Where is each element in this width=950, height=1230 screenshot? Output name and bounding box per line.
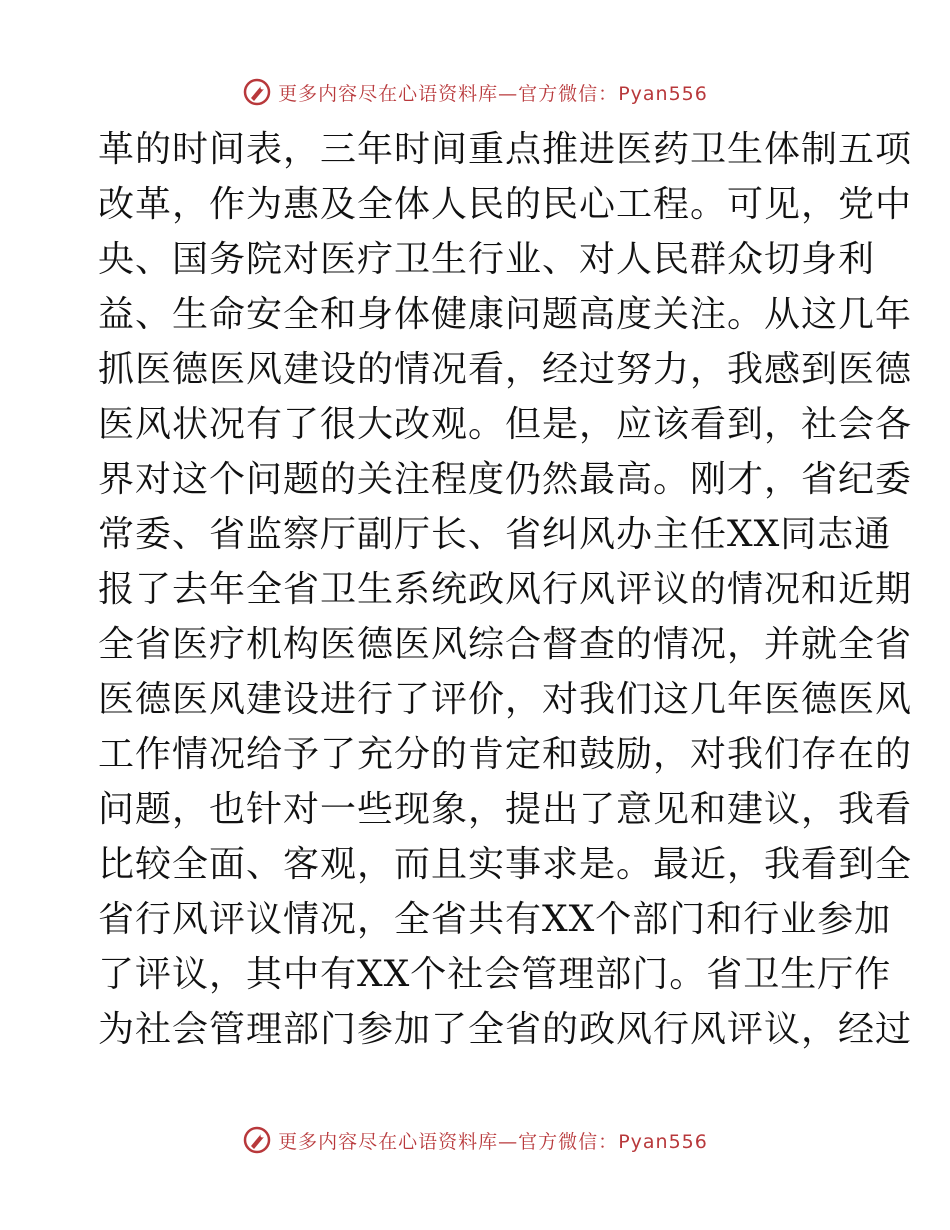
- body-line: 了评议，其中有XX个社会管理部门。省卫生厅作: [98, 954, 892, 995]
- header-separator: —: [498, 82, 519, 105]
- body-line: 常委、省监察厅副厅长、省纠风办主任XX同志通: [98, 514, 892, 555]
- footer-wechat-id: Pyan556: [618, 1130, 708, 1153]
- document-body: [98, 122, 913, 1057]
- body-line: 全省医疗机构医德医风综合督查的情况，并就全省: [98, 624, 913, 665]
- header-wechat-id: Pyan556: [618, 82, 708, 105]
- body-line: 省行风评议情况，全省共有XX个部门和行业参加: [98, 899, 892, 940]
- footer-site-text: 更多内容尽在心语资料库: [278, 1130, 499, 1153]
- body-line: 革的时间表，三年时间重点推进医药卫生体制五项: [98, 129, 913, 170]
- body-line: 益、生命安全和身体健康问题高度关注。从这几年: [98, 294, 913, 335]
- header-wechat-label: 官方微信：: [518, 82, 619, 105]
- body-line: 问题，也针对一些现象，提出了意见和建议，我看: [98, 789, 913, 830]
- body-line: 比较全面、客观，而且实事求是。最近，我看到全: [98, 844, 913, 885]
- body-line: 报了去年全省卫生系统政风行风评议的情况和近期: [98, 569, 913, 610]
- footer-wechat-label: 官方微信：: [518, 1130, 619, 1153]
- header-watermark: [0, 72, 950, 112]
- body-line: 医德医风建设进行了评价，对我们这几年医德医风: [98, 679, 913, 720]
- footer-separator: —: [498, 1130, 519, 1153]
- body-line: 界对这个问题的关注程度仍然最高。刚才，省纪委: [98, 459, 913, 500]
- body-line: 为社会管理部门参加了全省的政风行风评议，经过: [98, 1009, 913, 1050]
- body-line: 医风状况有了很大改观。但是，应该看到，社会各: [98, 404, 913, 445]
- body-line: 工作情况给予了充分的肯定和鼓励，对我们存在的: [98, 734, 913, 775]
- footer-banner-text: [278, 1127, 708, 1154]
- footer-watermark: [0, 1120, 950, 1160]
- header-site-text: 更多内容尽在心语资料库: [278, 82, 499, 105]
- pen-nib-logo-icon: [242, 1125, 272, 1155]
- pen-nib-logo-icon: [242, 77, 272, 107]
- body-line: 改革，作为惠及全体人民的民心工程。可见，党中: [98, 184, 913, 225]
- body-line: 抓医德医风建设的情况看，经过努力，我感到医德: [98, 349, 913, 390]
- header-banner-text: [278, 79, 708, 106]
- body-line: 央、国务院对医疗卫生行业、对人民群众切身利: [98, 239, 876, 280]
